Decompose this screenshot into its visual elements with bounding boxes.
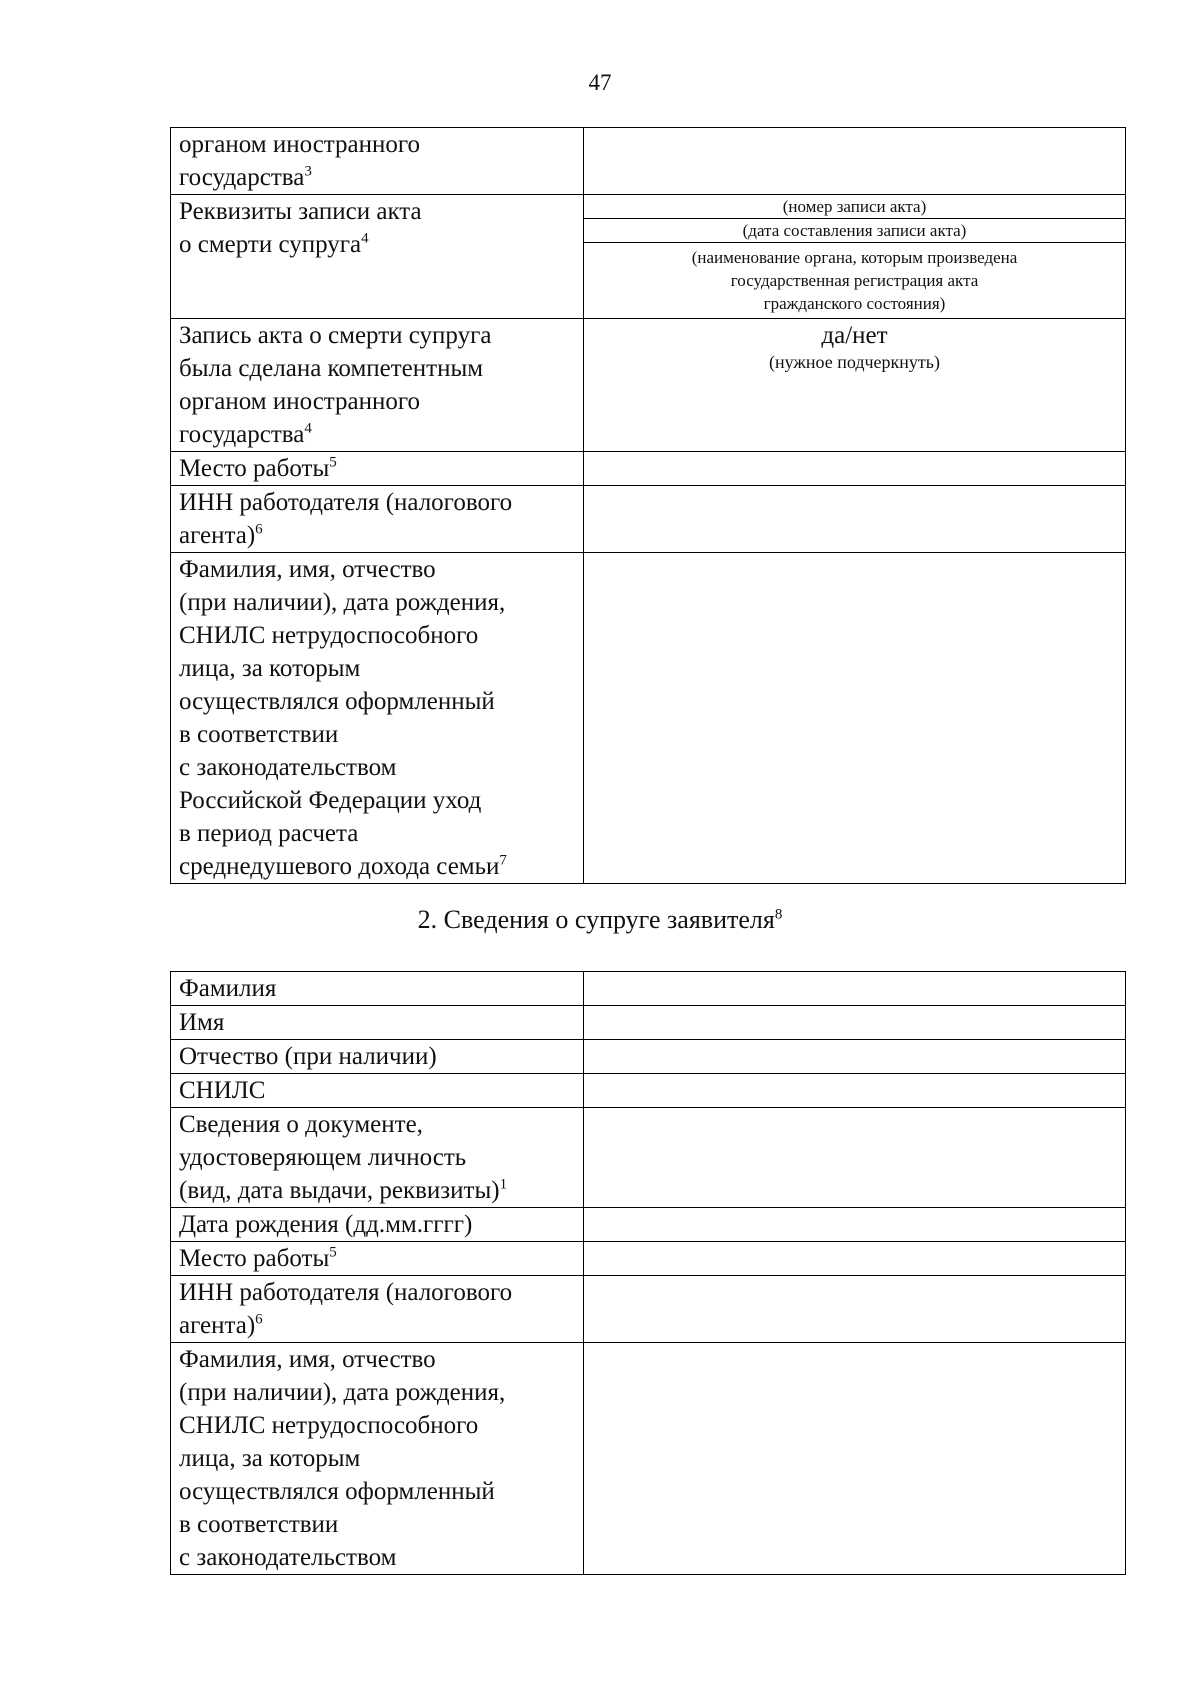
row-label: Дата рождения (дд.мм.гггг): [171, 1208, 584, 1242]
row-label: Место работы$^5$: [171, 1242, 584, 1276]
row-label: Фамилия: [171, 972, 584, 1006]
value-cell[interactable]: [584, 486, 1126, 553]
value-cell[interactable]: [584, 1276, 1126, 1343]
row-label: Имя: [171, 1006, 584, 1040]
table-row: [171, 1040, 1126, 1074]
row-label: ИНН работодателя (налогового агента)$^6$: [171, 1276, 584, 1343]
table-row: [171, 128, 1126, 195]
value-cell[interactable]: [584, 1343, 1126, 1575]
row-label: Отчество (при наличии): [171, 1040, 584, 1074]
footnote-ref: 3: [304, 163, 312, 180]
footnote-ref: 1: [499, 1176, 508, 1193]
page-number: 47: [588, 70, 612, 95]
table-row: [171, 553, 1126, 884]
footnote-ref: 5: [329, 1244, 337, 1261]
death-record-details: [584, 195, 1126, 319]
registration-authority-field[interactable]: (наименование органа, которым произведена государственная регистрация акта гражданского состояния): [691, 248, 1018, 313]
row-label: Место работы$^5$: [171, 452, 584, 486]
value-cell[interactable]: [584, 128, 1126, 195]
table-row: [171, 486, 1126, 553]
footnote-ref: 4: [361, 230, 369, 247]
record-date-field[interactable]: (дата составления записи акта): [584, 219, 1125, 243]
table-row: [171, 319, 1126, 452]
row-label: Реквизиты записи акта о смерти супруга$^4$: [171, 195, 584, 319]
value-cell[interactable]: [584, 452, 1126, 486]
spouse-info-table: [170, 971, 1126, 1575]
table-row: [171, 452, 1126, 486]
footnote-ref: 4: [304, 420, 312, 437]
row-label: Фамилия, имя, отчество (при наличии), дата рождения, СНИЛС нетрудоспособного лица, за которым осуществлялся оформленный в соответствии с законодательством Российской Федерации уход в период расчета среднедушевого дохода семьи$^7$: [171, 553, 584, 884]
table-row: [171, 972, 1126, 1006]
record-number-field[interactable]: (номер записи акта): [584, 195, 1125, 219]
footnote-ref: 6: [255, 1311, 263, 1328]
yes-no-hint: (нужное подчеркнуть): [769, 352, 940, 372]
table-row: [171, 1276, 1126, 1343]
footnote-ref: 8: [774, 906, 783, 923]
table-row: [171, 1242, 1126, 1276]
footnote-ref: 7: [499, 852, 507, 869]
value-cell[interactable]: [584, 1006, 1126, 1040]
value-cell[interactable]: [584, 1074, 1126, 1108]
spouse-death-table: [170, 127, 1126, 884]
footnote-ref: 5: [329, 454, 337, 471]
table-row: [171, 1343, 1126, 1575]
row-label: ИНН работодателя (налогового агента)$^6$: [171, 486, 584, 553]
row-label: Фамилия, имя, отчество (при наличии), дата рождения, СНИЛС нетрудоспособного лица, за которым осуществлялся оформленный в соответствии с законодательством: [171, 1343, 584, 1575]
value-cell[interactable]: [584, 1040, 1126, 1074]
row-label: органом иностранного государства$^3$: [171, 128, 584, 195]
table-row: [171, 195, 1126, 319]
row-label: Сведения о документе, удостоверяющем личность (вид, дата выдачи, реквизиты)$^1$: [171, 1108, 584, 1208]
value-cell[interactable]: [584, 553, 1126, 884]
table-row: [171, 1208, 1126, 1242]
value-cell[interactable]: [584, 1242, 1126, 1276]
table-row: [171, 1108, 1126, 1208]
value-cell[interactable]: [584, 972, 1126, 1006]
yes-no-cell[interactable]: [584, 319, 1126, 452]
row-label: Запись акта о смерти супруга была сделана компетентным органом иностранного государства$^4$: [171, 319, 584, 452]
section-heading: 2. Сведения о супруге заявителя$^8$: [417, 905, 783, 934]
row-label: СНИЛС: [171, 1074, 584, 1108]
value-cell[interactable]: [584, 1208, 1126, 1242]
table-row: [171, 1006, 1126, 1040]
yes-no-choice[interactable]: да/нет: [821, 322, 888, 349]
value-cell[interactable]: [584, 1108, 1126, 1208]
table-row: [171, 1074, 1126, 1108]
footnote-ref: 6: [255, 521, 263, 538]
